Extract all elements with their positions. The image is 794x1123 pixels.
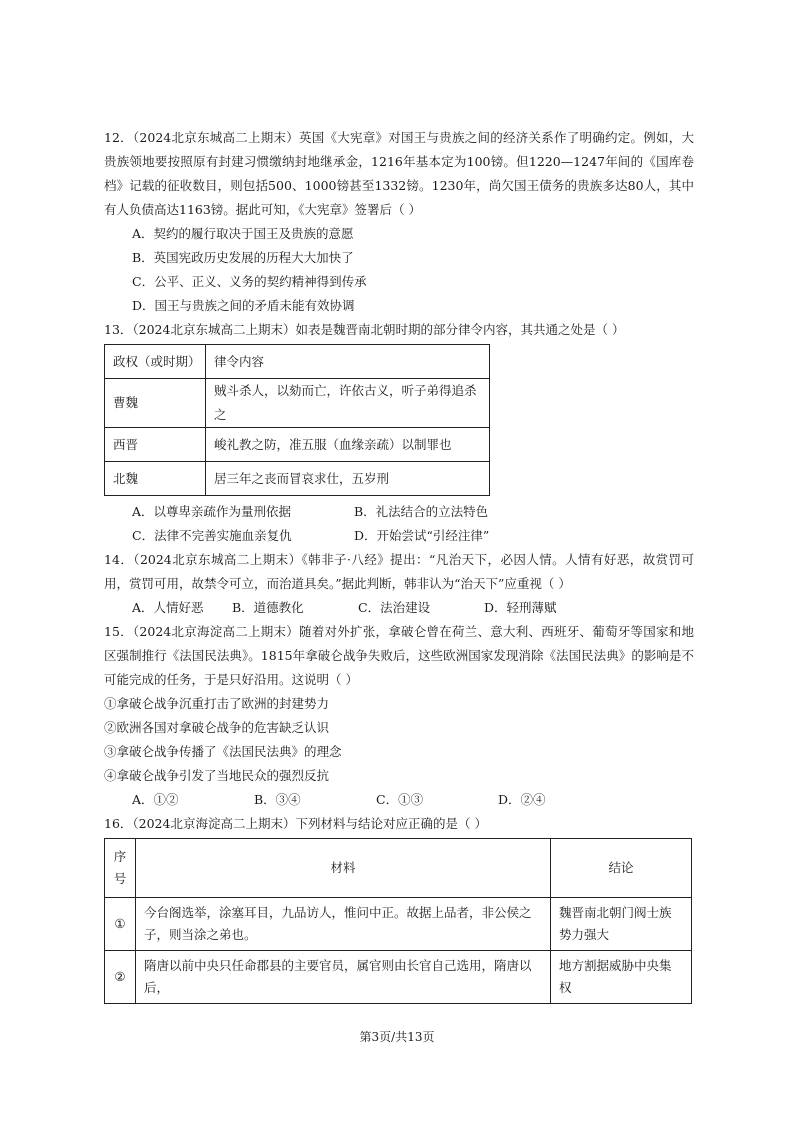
table-cell: 峻礼教之防，准五服（血缘亲疏）以制罪也 [206,428,490,462]
table-row [105,428,490,462]
question-15-item-1: ①拿破仑战争沉重打击了欧洲的封建势力 [104,696,330,711]
question-14-option-d: D．轻刑薄赋 [484,600,557,615]
table-header-cell: 政权（或时期） [105,345,206,379]
table-cell: 北魏 [105,462,206,496]
table-header-cell: 序号 [105,839,136,898]
page-footer: 第3页/共13页 [359,1030,435,1044]
question-13-option-b: B．礼法结合的立法特色 [354,504,489,519]
table-row [105,379,490,428]
question-16-stem: 16．（2024北京海淀高二上期末）下列材料与结论对应正确的是（ ） [104,816,487,831]
table-header-row [105,839,692,898]
question-12 [104,126,694,318]
question-12-option-a: A．契约的履行取决于国王及贵族的意愿 [132,226,354,241]
question-15-item-4: ④拿破仑战争引发了当地民众的强烈反抗 [104,768,330,783]
question-15-item-2: ②欧洲各国对拿破仑战争的危害缺乏认识 [104,720,330,735]
table-cell: 今台阁选举，涂塞耳目，九品访人，惟问中正。故据上品者，非公侯之子，则当涂之弟也。 [136,898,551,951]
question-15 [104,620,694,812]
question-13-option-c: C．法律不完善实施血亲复仇 [132,528,292,543]
question-13 [104,318,694,548]
question-14-option-b: B．道德教化 [232,600,304,615]
table-cell: 居三年之丧而冒哀求仕，五岁刑 [206,462,490,496]
question-14-options [104,596,694,620]
question-14-option-a: A．人情好恶 [132,600,204,615]
question-15-item-3: ③拿破仑战争传播了《法国民法典》的理念 [104,744,342,759]
question-13-options-row-2 [104,524,694,548]
table-cell: 魏晋南北朝门阀士族势力强大 [551,898,692,951]
table-cell: 地方割据威胁中央集权 [551,951,692,1004]
table-header-row [105,345,490,379]
question-13-option-d: D．开始尝试“引经注律” [354,528,490,543]
question-15-option-a: A．①② [132,792,179,807]
question-14-stem: 14．（2024北京东城高二上期末）《韩非子·八经》提出：“凡治天下，必因人情。人情有好恶，故赏罚可用，赏罚可用，故禁令可立，而治道具矣。”据此判断，韩非认为“治天下”应重视（ ） [104,552,694,591]
question-15-option-c: C．①③ [376,792,424,807]
question-16-table [104,838,692,1004]
question-15-option-d: D．②④ [498,792,546,807]
table-cell: 贼斗杀人，以劾而亡，许依古义，听子弟得追杀之 [206,379,490,428]
question-15-stem: 15．（2024北京海淀高二上期末）随着对外扩张，拿破仑曾在荷兰、意大利、西班牙、葡萄牙等国家和地区强制推行《法国民法典》。1815年拿破仑战争失败后，这些欧洲国家发现消除《法国民法典》的影响是不可能完成的任务，于是只好沿用。这说明（ ） [104,624,694,687]
question-12-option-b: B．英国宪政历史发展的历程大大加快了 [132,250,354,265]
question-15-option-b: B．③④ [254,792,301,807]
question-13-stem: 13．（2024北京东城高二上期末）如表是魏晋南北朝时期的部分律令内容，其共通之处是（ ） [104,322,625,337]
question-14 [104,548,694,620]
table-cell: 隋唐以前中央只任命郡县的主要官员，属官则由长官自己选用，隋唐以后， [136,951,551,1004]
table-header-cell: 结论 [551,839,692,898]
question-16 [104,812,694,1004]
question-13-option-a: A．以尊卑亲疏作为量刑依据 [132,504,292,519]
question-14-option-c: C．法治建设 [358,600,431,615]
table-cell: 西晋 [105,428,206,462]
table-header-cell: 材料 [136,839,551,898]
table-row [105,951,692,1004]
question-12-option-c: C．公平、正义、义务的契约精神得到传承 [132,274,367,289]
table-cell: ① [105,898,136,951]
question-15-options [104,788,694,812]
table-cell: ② [105,951,136,1004]
table-cell: 曹魏 [105,379,206,428]
question-12-stem: 12．（2024北京东城高二上期末）英国《大宪章》对国王与贵族之间的经济关系作了明确约定。例如，大贵族领地要按照原有封建习惯缴纳封地继承金，1216年基本定为100镑。但1220—1247年间的《国库卷档》记载的征收数目，则包括500、1000镑甚至1332镑。1230年，尚欠国王债务的贵族多达80人，其中有人负债高达1163镑。据此可知，《大宪章》签署后（ ） [104,130,694,217]
question-13-options-row-1 [104,500,694,524]
question-12-option-d: D．国王与贵族之间的矛盾未能有效协调 [132,298,355,313]
question-content [104,126,694,1004]
table-row [105,462,490,496]
question-13-table [104,344,490,496]
table-row [105,898,692,951]
table-header-cell: 律令内容 [206,345,490,379]
